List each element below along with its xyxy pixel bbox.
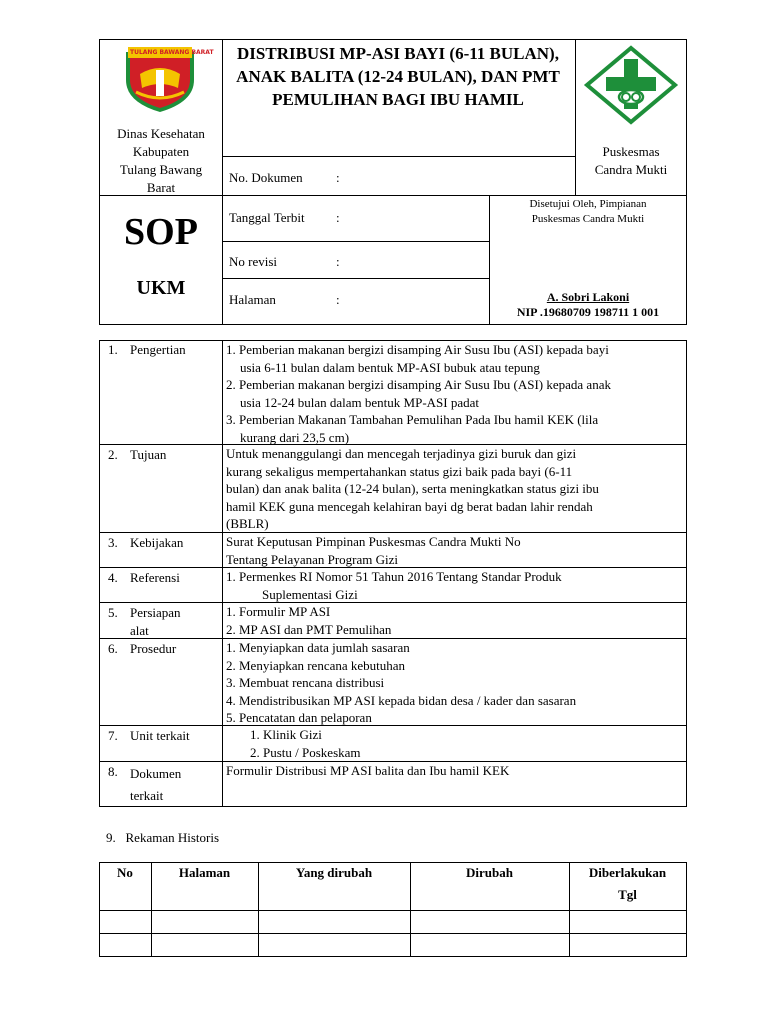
signer-nip: NIP .19680709 198711 1 001 [516,305,660,319]
logo-lettering: TULANG BAWANG BARAT [130,49,214,56]
history-heading: 9. Rekaman Historis [106,830,220,845]
ukm-label: UKM [136,277,186,299]
puskesmas-name: Puskesmas Candra Mukti [594,144,668,177]
sop-label: SOP [124,211,198,253]
col-no: No [117,865,133,880]
col-dirubah: Dirubah [466,865,513,880]
signer-name: A. Sobri Lakoni [546,290,630,304]
puskesmas-logo [584,45,678,125]
document-title: DISTRIBUSI MP-ASI BAYI (6-11 BULAN), ANAK BALITA (12-24 BULAN), DAN PMT PEMULIHAN BAGI IBU HAMIL [236,44,560,109]
approval-note: Disetujui Oleh, Pimpianan Puskesmas Candra Mukti [529,198,647,225]
col-yang-dirubah: Yang dirubah [295,865,373,880]
col-tgl: Tgl [618,887,637,902]
col-diberlakukan: Diberlakukan [588,865,667,880]
org-name: Dinas Kesehatan Kabupaten Tulang Bawang Barat [117,126,205,195]
col-halaman: Halaman [178,865,231,880]
regency-logo [122,44,214,114]
